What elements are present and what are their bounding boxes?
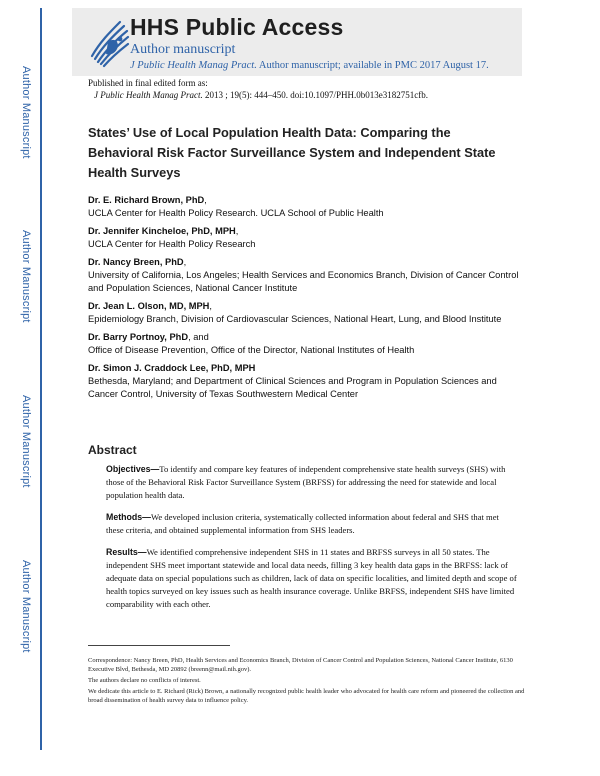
header-availability: Author manuscript; available in PMC 2017 August 17. <box>258 60 489 71</box>
author-manuscript-label: Author manuscript <box>130 42 236 57</box>
author-entry <box>88 194 528 220</box>
section-label: Results— <box>106 547 147 557</box>
publication-info <box>88 77 428 101</box>
abstract-body <box>106 463 518 620</box>
section-text: To identify and compare key features of independent comprehensive state health surveys (SHS) with those of the Behavioral Risk Factor Surveillance System (BRFSS) for addressing the need for statewide and local population health data. <box>106 464 506 500</box>
footnote-correspondence: Correspondence: Nancy Breen, PhD, Health Services and Economics Branch, Division of Cancer Control and Population Sciences, National Cancer Institute, 6130 Executive Blvd, Bethesda, MD 20892 (breenn@mail.nih.gov). <box>88 657 513 673</box>
section-text: We identified comprehensive independent SHS in 11 states and BRFSS surveys in all 50 states. The independent SHS meet important statewide and local data needs, filling 3 key health data gaps in the BRFSS: lack of adequate data on special populations such as children, lack of data on specific localities, and limited depth and scope of health topics surveyed on key issues such as health insurance coverage. Unlike BRFSS, independent SHS have limited comparability with each other. <box>106 547 517 609</box>
author-name: Dr. E. Richard Brown, PhD <box>88 195 205 205</box>
pub-line: Published in final edited form as: <box>88 78 208 88</box>
author-suffix: , <box>209 301 212 311</box>
author-suffix: , <box>235 226 239 236</box>
pub-citation-text: 2013 ; 19(5): 444–450. doi:10.1097/PHH.0b013e3182751cfb. <box>204 90 428 100</box>
header-journal: J Public Health Manag Pract. <box>130 60 257 71</box>
author-name: Dr. Jennifer Kincheloe, PhD, MPH <box>88 226 236 236</box>
sidebar-label-4: Author Manuscript <box>20 560 32 653</box>
abstract-results <box>106 546 518 611</box>
author-entry <box>88 256 528 295</box>
author-affiliation: Epidemiology Branch, Division of Cardiovascular Sciences, National Heart, Lung, and Blood Institute <box>88 314 502 324</box>
pub-citation <box>88 89 428 101</box>
sidebar-label-3: Author Manuscript <box>20 395 32 488</box>
footnote-dedication: We dedicate this article to E. Richard (Rick) Brown, a nationally recognized public health leader who advocated for health care reform and pioneered the collection and broad dissemination of health survey data to influence policy. <box>88 688 525 704</box>
section-label: Methods— <box>106 512 151 522</box>
sidebar-rule <box>40 8 42 750</box>
author-name: Dr. Jean L. Olson, MD, MPH <box>88 301 210 311</box>
author-suffix: , <box>204 195 207 205</box>
author-affiliation: Office of Disease Prevention, Office of the Director, National Institutes of Health <box>88 345 415 355</box>
author-list <box>88 194 528 406</box>
author-affiliation: Bethesda, Maryland; and Department of Clinical Sciences and Program in Population Sciences and Cancer Control, University of Texas Southwestern Medical Center <box>88 376 497 399</box>
author-entry <box>88 331 528 357</box>
abstract-methods <box>106 511 518 537</box>
author-entry <box>88 225 528 251</box>
author-entry <box>88 300 528 326</box>
sidebar-label-2: Author Manuscript <box>20 230 32 323</box>
author-entry <box>88 362 528 401</box>
footnote-divider <box>88 645 230 646</box>
author-name: Dr. Simon J. Craddock Lee, PhD, MPH <box>88 363 256 373</box>
author-affiliation: UCLA Center for Health Policy Research. UCLA School of Public Health <box>88 208 384 218</box>
hhs-title: HHS Public Access <box>130 14 344 40</box>
author-name: Dr. Barry Portnoy, PhD <box>88 332 189 342</box>
footnote-conflicts: The authors declare no conflicts of interest. <box>88 677 201 684</box>
author-affiliation: University of California, Los Angeles; Health Services and Economics Branch, Division of Cancer Control and Population Sciences, National Cancer Institute <box>88 270 519 293</box>
author-affiliation: UCLA Center for Health Policy Research <box>88 239 256 249</box>
author-suffix: , and <box>188 332 209 342</box>
article-title: States’ Use of Local Population Health Data: Comparing the Behavioral Risk Factor Surveillance System and Independent State Health Surveys <box>88 125 496 180</box>
hhs-header <box>72 8 522 76</box>
footnotes <box>88 656 528 707</box>
author-name: Dr. Nancy Breen, PhD <box>88 257 184 267</box>
pub-journal: J Public Health Manag Pract. <box>94 90 203 100</box>
header-citation <box>130 60 489 71</box>
author-suffix: , <box>183 257 187 267</box>
section-label: Objectives— <box>106 464 160 474</box>
abstract-heading: Abstract <box>88 443 137 457</box>
section-text: We developed inclusion criteria, systematically collected information about federal and SHS that met these criteria, and obtained supplemental information from SHS leaders. <box>106 512 499 535</box>
sidebar-label-1: Author Manuscript <box>20 66 32 159</box>
abstract-objectives <box>106 463 518 502</box>
